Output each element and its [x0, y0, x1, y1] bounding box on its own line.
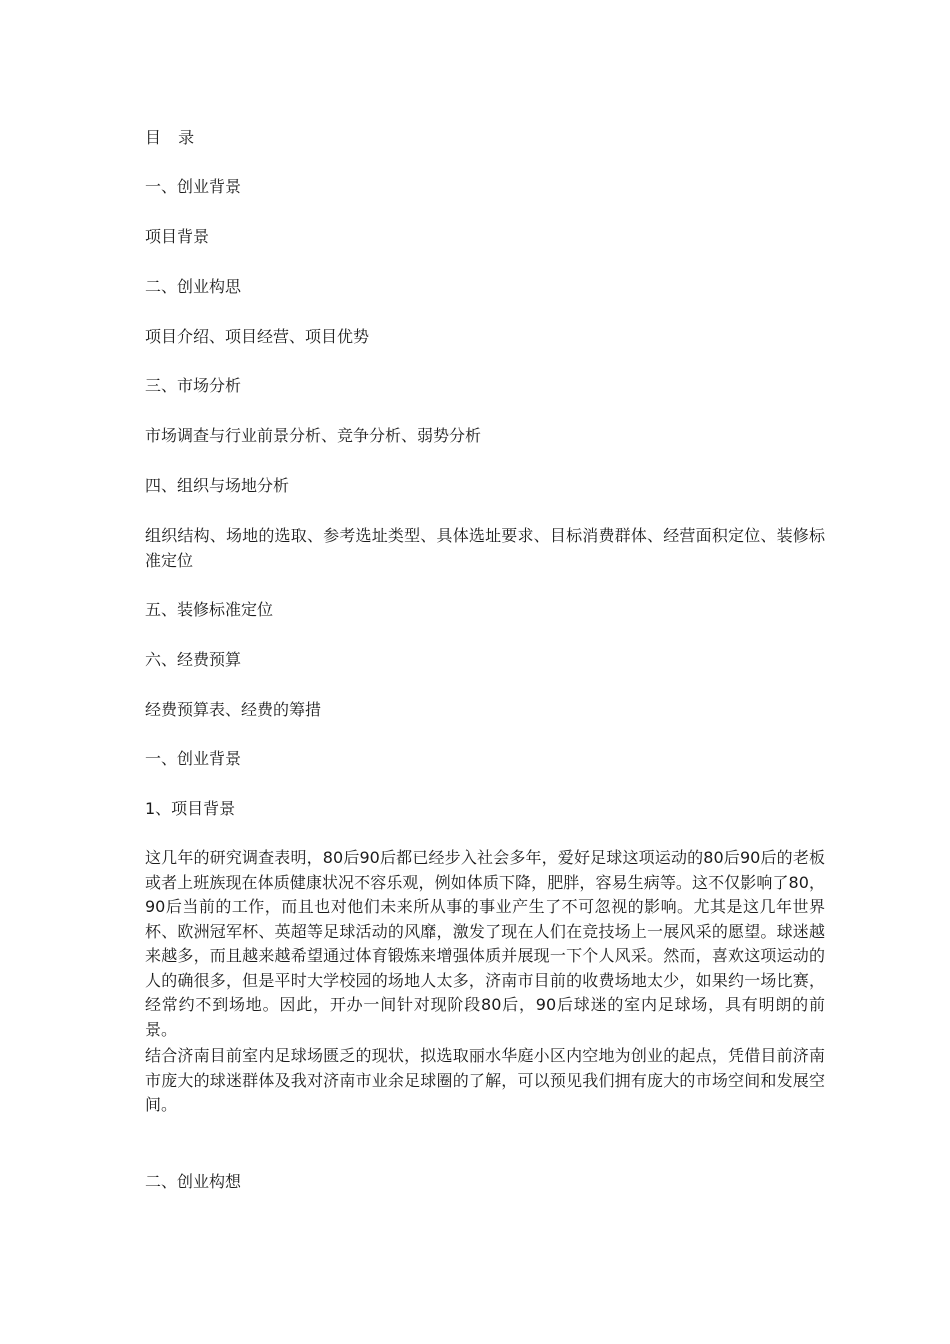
section-heading: 一、创业背景 — [145, 749, 242, 768]
body-paragraph: 结合济南目前室内足球场匮乏的现状，拟选取丽水华庭小区内空地为创业的起点，凭借目前济南市庞大的球迷群体及我对济南市业余足球圈的了解，可以预见我们拥有庞大的市场空间和发展空间。 — [145, 1046, 825, 1114]
body-paragraph: 这几年的研究调查表明，80后90后都已经步入社会多年，爱好足球这项运动的80后90后的老板或者上班族现在体质健康状况不容乐观，例如体质下降，肥胖，容易生病等。这不仅影响了80，90后当前的工作，而且也对他们未来所从事的事业产生了不可忽视的影响。尤其是这几年世界杯、欧洲冠军杯、英超等足球活动的风靡，激发了现在人们在竞技场上一展风采的愿望。球迷越来越多，而且越来越希望通过体育锻炼来增强体质并展现一下个人风采。然而，喜欢这项运动的人的确很多，但是平时大学校园的场地人太多，济南市目前的收费场地太少，如果约一场比赛，经常约不到场地。因此，开办一间针对现阶段80后，90后球迷的室内足球场，具有明朗的前景。 — [145, 848, 825, 1039]
toc-item: 三、市场分析 — [145, 376, 242, 395]
toc-item: 四、组织与场地分析 — [145, 476, 290, 495]
toc-item: 二、创业构思 — [145, 277, 242, 296]
toc-item: 经费预算表、经费的筹措 — [145, 700, 322, 719]
toc-item: 项目背景 — [145, 227, 210, 246]
toc-item: 项目介绍、项目经营、项目优势 — [145, 327, 370, 346]
toc-item: 六、经费预算 — [145, 650, 242, 669]
toc-item: 五、装修标准定位 — [145, 600, 274, 619]
section-heading: 二、创业构想 — [145, 1172, 242, 1191]
toc-item: 组织结构、场地的选取、参考选址类型、具体选址要求、目标消费群体、经营面积定位、装修标准定位 — [145, 526, 825, 570]
toc-item: 一、创业背景 — [145, 177, 242, 196]
subsection-heading: 1、项目背景 — [145, 799, 236, 818]
toc-title: 目 录 — [145, 128, 201, 147]
toc-item: 市场调查与行业前景分析、竞争分析、弱势分析 — [145, 426, 482, 445]
